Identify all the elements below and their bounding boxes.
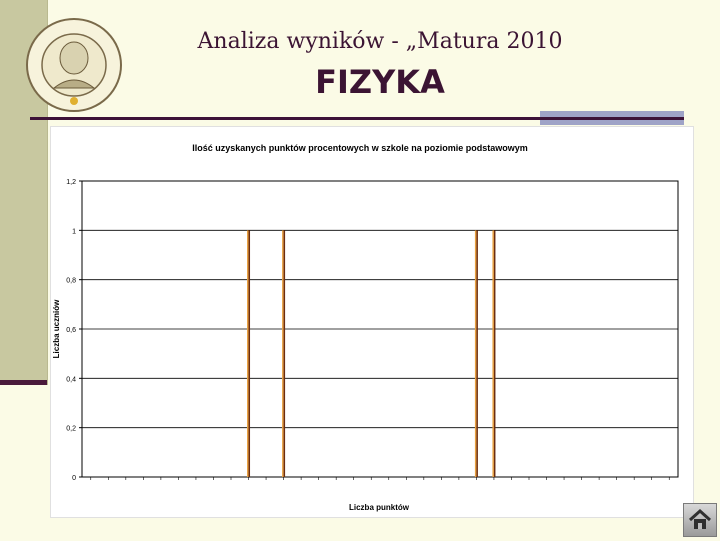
left-band-accent	[0, 380, 47, 385]
y-tick-label: 0	[72, 475, 76, 482]
bar	[282, 230, 285, 477]
title-rule-accent-line	[540, 117, 684, 120]
slide-title: Analiza wyników - „Matura 2010	[197, 29, 563, 54]
bar	[247, 230, 250, 477]
y-tick-label: 0,6	[66, 327, 76, 334]
bar	[492, 230, 495, 477]
bar-shadow	[284, 230, 286, 477]
bar	[475, 230, 478, 477]
bar-shadow	[494, 230, 496, 477]
y-tick-label: 1,2	[66, 179, 76, 186]
y-tick-label: 0,8	[66, 277, 76, 285]
y-tick-label: 0,2	[66, 425, 76, 433]
school-seal-icon	[24, 16, 124, 114]
chart-panel	[50, 126, 694, 518]
bar-shadow	[249, 230, 251, 477]
chart-title: Ilość uzyskanych punktów procentowych w szkole na poziomie podstawowym	[192, 143, 528, 153]
home-button[interactable]	[683, 503, 717, 537]
bar-highlight	[475, 230, 477, 477]
home-icon	[684, 504, 716, 536]
bar-highlight	[492, 230, 494, 477]
bar-highlight	[282, 230, 284, 477]
bar-highlight	[247, 230, 249, 477]
bar-shadow	[476, 230, 478, 477]
y-tick-label: 0,4	[66, 376, 76, 384]
y-tick-label: 1	[72, 228, 76, 236]
x-axis-label: Liczba punktów	[349, 503, 409, 512]
slide-subtitle: FIZYKA	[315, 63, 445, 101]
chart	[51, 127, 693, 517]
y-axis-label: Liczba uczniów	[52, 299, 61, 359]
